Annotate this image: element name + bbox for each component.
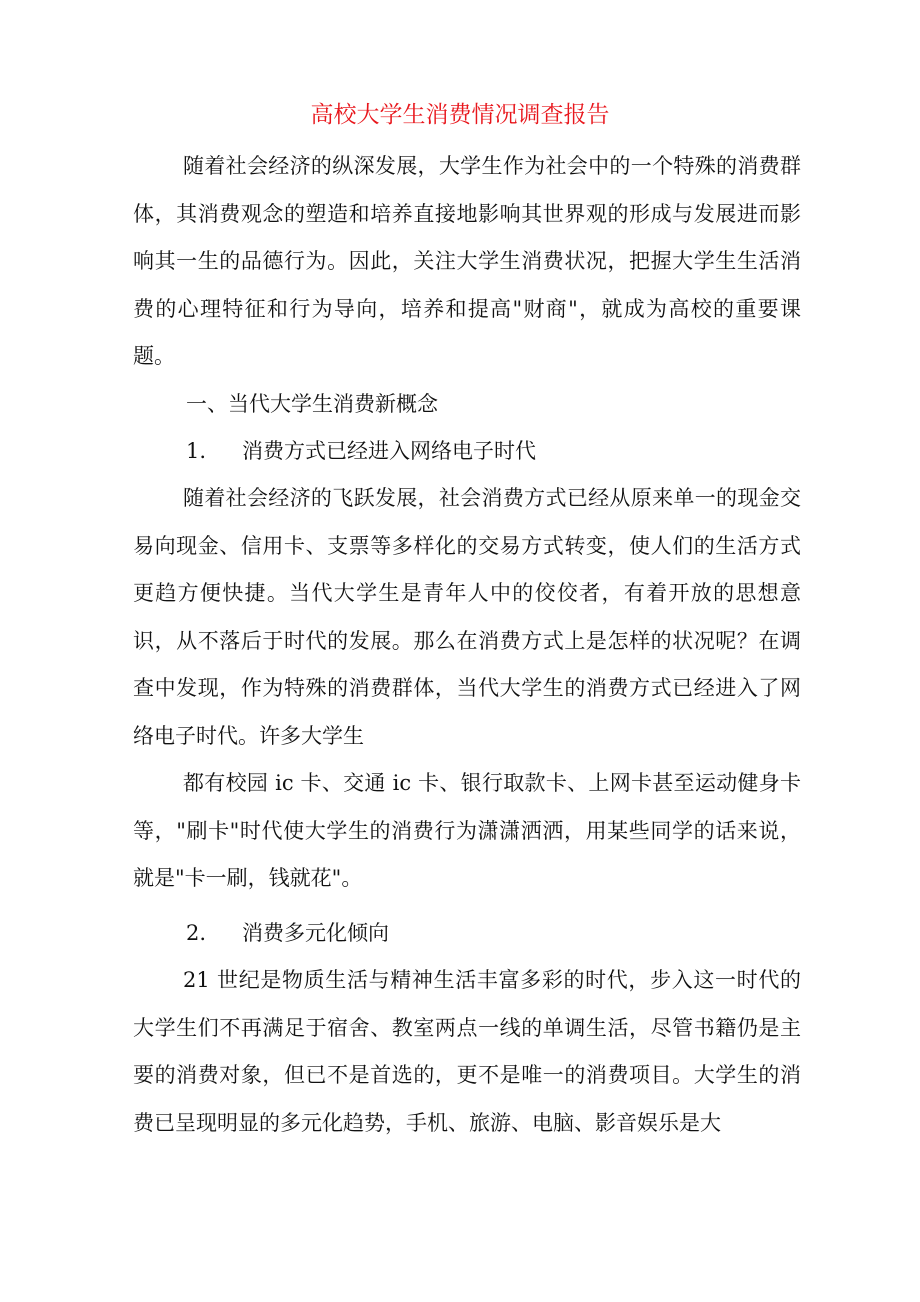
subheading-2-number: 2. bbox=[186, 921, 207, 945]
document-title: 高校大学生消费情况调查报告 bbox=[310, 102, 610, 128]
paragraph-payment-methods: 随着社会经济的飞跃发展，社会消费方式已经从原来单一的现金交易向现金、信用卡、支票等多样化的交易方式转变，使人们的生活方式更趋方便快捷。当代大学生是青年人中的佼佼者，有着开放的思想意识，从不落后于时代的发展。那么在消费方式上是怎样的状况呢？在调查中发现，作为特殊的消费群体，当代大学生的消费方式已经进入了网络电子时代。许多大学生 bbox=[133, 486, 801, 748]
subheading-1-text: 消费方式已经进入网络电子时代 bbox=[242, 439, 536, 463]
subheading-2-text: 消费多元化倾向 bbox=[242, 921, 389, 945]
paragraph-cards: 都有校园 ic 卡、交通 ic 卡、银行取款卡、上网卡甚至运动健身卡等，"刷卡"时代使大学生的消费行为潇潇洒洒，用某些同学的话来说，就是"卡一刷，钱就花"。 bbox=[133, 771, 801, 890]
subheading-2 bbox=[186, 910, 389, 958]
subheading-1 bbox=[186, 428, 536, 476]
paragraph-diversification: 21 世纪是物质生活与精神生活丰富多彩的时代，步入这一时代的大学生们不再满足于宿舍、教室两点一线的单调生活，尽管书籍仍是主要的消费对象，但已不是首选的，更不是唯一的消费项目。大学生的消费已呈现明显的多元化趋势，手机、旅游、电脑、影音娱乐是大 bbox=[133, 968, 801, 1135]
section-heading-1: 一、当代大学生消费新概念 bbox=[186, 392, 438, 416]
intro-paragraph: 随着社会经济的纵深发展，大学生作为社会中的一个特殊的消费群体，其消费观念的塑造和培养直接地影响其世界观的形成与发展进而影响其一生的品德行为。因此，关注大学生消费状况，把握大学生生活消费的心理特征和行为导向，培养和提高"财商"，就成为高校的重要课题。 bbox=[133, 154, 801, 368]
subheading-1-number: 1. bbox=[186, 439, 207, 463]
